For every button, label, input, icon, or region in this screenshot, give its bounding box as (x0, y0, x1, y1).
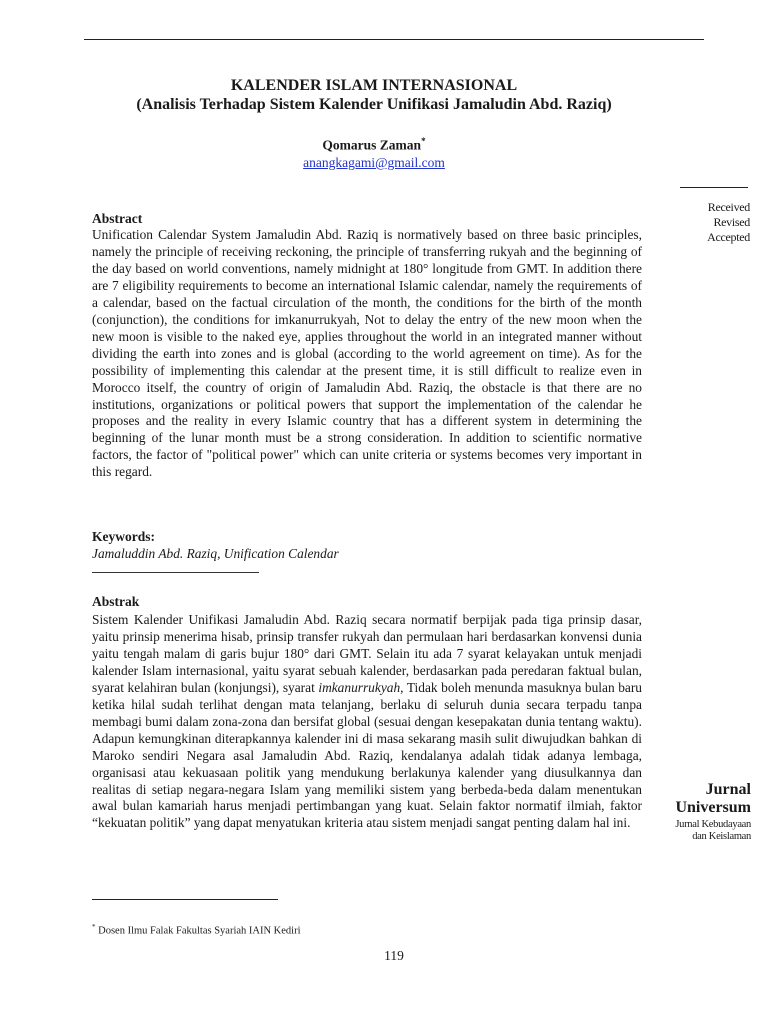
accepted-label: Accepted (707, 230, 750, 244)
abstract-heading: Abstract (92, 211, 143, 226)
paper-subtitle: (Analisis Terhadap Sistem Kalender Unifikasi Jamaludin Abd. Raziq) (136, 96, 612, 113)
submission-dates (650, 200, 750, 245)
author-footnote-mark: * (421, 136, 426, 146)
journal-subtitle-line1: Jurnal Kebudayaan (675, 819, 751, 830)
journal-name-line1: Jurnal (705, 781, 751, 798)
keywords-heading: Keywords: (92, 529, 155, 544)
journal-subtitle (650, 819, 751, 843)
footnote (92, 923, 301, 937)
author-name (84, 136, 664, 154)
abstrak-text-part2: , Tidak boleh menunda masuknya bulan baru ketika hilal sudah terlihat dengan mata telanjang, berlaku di seluruh dunia secara terpadu tanpa membagi bumi dalam zona-zona dan bersifat global (sesuai dengan kesepakatan dunia tentang waktu). Adapun kemungkinan diterapkannya kalender ini di masa sekarang masih sulit diwujudkan bahkan di Maroko sendiri Negara asal Jamaludin Abd. Raziq, kendalanya adalah tidak adanya lembaga, organisasi atau kekuasaan politik yang mendukung berlakunya kalender yang diusulkannya dan realitas di setiap negara-negara Islam yang memiliki sistem yang berbeda-beda dalam menentukan awal bulan kamariah harus menjadi pertimbangan yang kuat. Selain faktor normatif ilmiah, faktor “kekuatan politik” yang dapat menyatukan kriteria atau sistem menjadi sangat penting dalam hal ini. (92, 679, 642, 831)
abstrak-heading: Abstrak (92, 594, 140, 609)
sidebar-rule (680, 187, 748, 188)
page-number: 119 (384, 948, 404, 963)
footnote-rule (92, 899, 278, 900)
paper-title: KALENDER ISLAM INTERNASIONAL (230, 77, 518, 94)
keywords-text: Jamaluddin Abd. Raziq, Unification Calendar (92, 546, 339, 561)
header-rule (84, 39, 704, 40)
abstrak-text (92, 612, 642, 832)
author-email-link[interactable]: anangkagami@gmail.com (303, 155, 445, 170)
revised-label: Revised (713, 215, 750, 229)
journal-logo (650, 781, 751, 843)
journal-subtitle-line2: dan Keislaman (692, 831, 751, 842)
abstrak-italic-term: imkanurrukyah (318, 679, 401, 695)
journal-name-line2: Universum (675, 799, 751, 816)
received-label: Received (707, 200, 750, 214)
abstrak-text-part1: Sistem Kalender Unifikasi Jamaludin Abd. Raziq secara normatif berpijak pada tiga prinsip dasar, yaitu prinsip menerima hisab, prinsip transfer rukyah dan permulaan hari berdasarkan konvensi dunia yaitu tengah malam di garis bujur 180° dari GMT. Selain itu ada 7 syarat kelayakan untuk menjadi kalender Islam internasional, yaitu syarat sebuah kalender, berdasarkan pada peredaran faktual bulan, syarat kelahiran bulan (konjungsi), syarat (92, 612, 642, 695)
keywords-rule (92, 572, 259, 573)
abstract-text: Unification Calendar System Jamaludin Abd. Raziq is normatively based on three basic principles, namely the principle of receiving reckoning, the principle of transferring rukyah and the beginning of the day based on world conventions, namely midnight at 180° longitude from GMT. In addition there are 7 eligibility requirements to become an international Islamic calendar, namely the requirements of a calendar, based on the factual circulation of the month, the conditions for the birth of the month (conjunction), the conditions for imkanurrukyah, Not to delay the entry of the new moon when the new moon is visible to the naked eye, applies throughout the world in an integrated manner without dividing the earth into zones and is global (according to the world agreement on time). As for the possibility of implementing this calendar at the present time, it is still difficult to realize even in Morocco itself, the country of origin of Jamaludin Abd. Raziq, the obstacle is that there are no institutions, organizations or political powers that support the implementation of the calendar he proposes and the reality in every Islamic country that has a different system in determining the beginning of the lunar month must be a strong consideration. In addition to scientific normative factors, the factor of "political power" which can unite criteria or systems becomes very important in this regard. (92, 227, 642, 480)
footnote-text: Dosen Ilmu Falak Fakultas Syariah IAIN Kediri (95, 925, 301, 937)
footnote-mark: * (92, 923, 96, 931)
author-name-text: Qomarus Zaman (322, 137, 422, 153)
